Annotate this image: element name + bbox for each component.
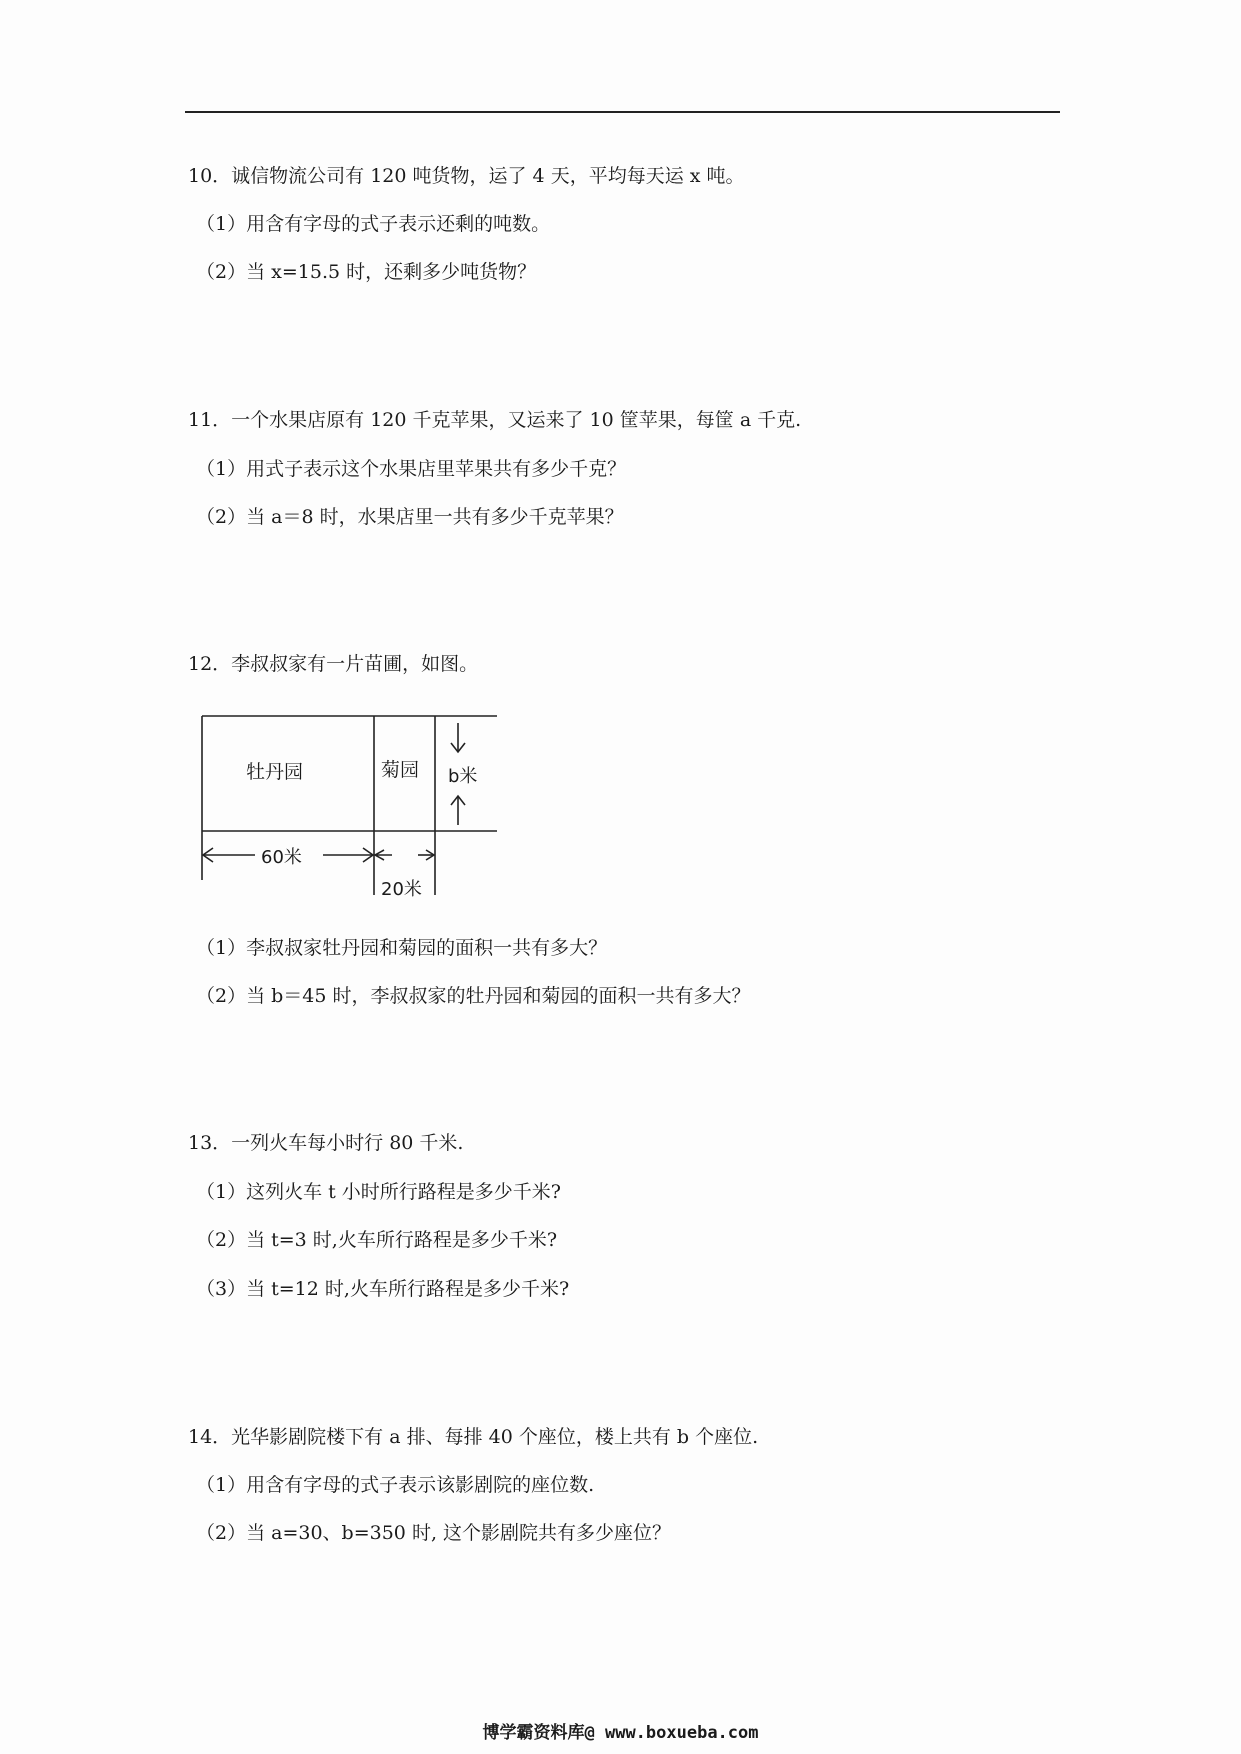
peony-garden-label: 牡丹园 [246,757,303,784]
problem-13-part-1: （1）这列火车 t 小时所行路程是多少千米? [196,1181,561,1203]
nursery-diagram-lines [195,715,505,900]
chrysanthemum-garden-label: 菊园 [381,755,419,782]
problem-14-part-1: （1）用含有字母的式子表示该影剧院的座位数. [196,1474,595,1496]
header-rule [185,111,1060,113]
problem-10-part-2: （2）当 x=15.5 时，还剩多少吨货物？ [196,261,537,283]
footer-watermark: 博学霸资料库@ www.boxueba.com [482,1723,759,1743]
problem-14: 14．光华影剧院楼下有 a 排、每排 40 个座位，楼上共有 b 个座位. [188,1426,759,1448]
problem-14-part-2: （2）当 a=30、b=350 时, 这个影剧院共有多少座位？ [196,1522,672,1544]
problem-12-part-1: （1）李叔叔家牡丹园和菊园的面积一共有多大？ [196,937,608,959]
problem-12: 12．李叔叔家有一片苗圃，如图。 [188,653,479,675]
width-60-label: 60米 [261,843,302,869]
problem-10-part-1: （1）用含有字母的式子表示还剩的吨数。 [196,213,551,235]
problem-12-part-2: （2）当 b＝45 时，李叔叔家的牡丹园和菊园的面积一共有多大？ [196,985,751,1007]
width-20-label: 20米 [381,875,422,901]
problem-13: 13．一列火车每小时行 80 千米. [188,1132,464,1154]
problem-13-part-3: （3）当 t=12 时,火车所行路程是多少千米? [196,1278,570,1300]
nursery-diagram [195,715,505,900]
problem-11: 11．一个水果店原有 120 千克苹果，又运来了 10 筐苹果，每筐 a 千克. [188,409,802,431]
problem-13-part-2: （2）当 t=3 时,火车所行路程是多少千米? [196,1229,558,1251]
problem-11-part-2: （2）当 a＝8 时，水果店里一共有多少千克苹果？ [196,506,624,528]
height-b-label: b米 [448,762,477,788]
problem-11-part-1: （1）用式子表示这个水果店里苹果共有多少千克？ [196,458,627,480]
problem-10: 10．诚信物流公司有 120 吨货物，运了 4 天，平均每天运 x 吨。 [188,165,745,187]
